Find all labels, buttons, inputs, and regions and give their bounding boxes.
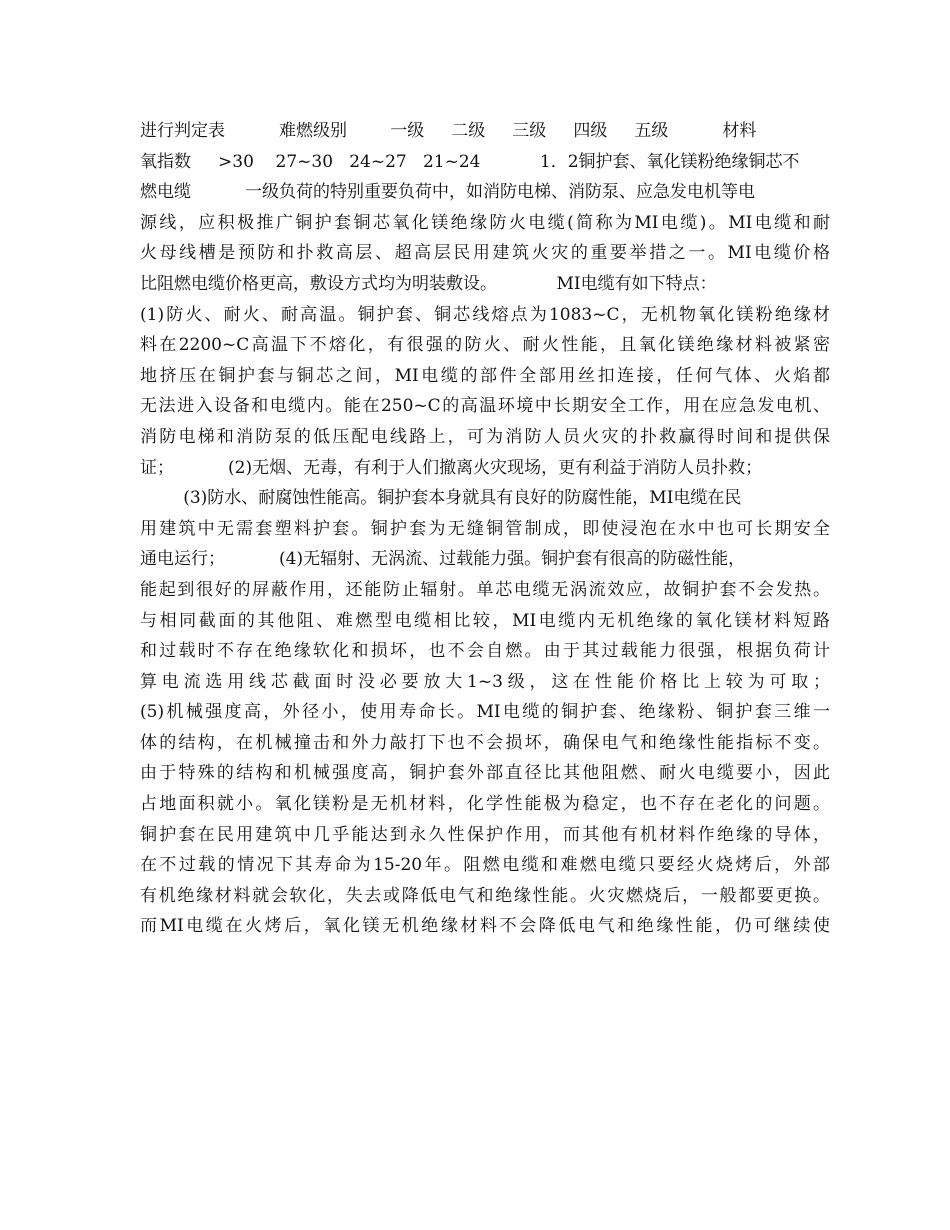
text-line: 进行判定表 难燃级别 一级 二级 三级 四级 五级 材料 [140,121,757,141]
text-line: 用建筑中无需套塑料护套。铜护套为无缝铜管制成，即使浸泡在水中也可长期安全 [140,518,830,539]
text-line: 燃电缆 一级负荷的特别重要负荷中，如消防电梯、消防泵、应急发电机等电 [140,182,756,203]
text-line: 而MI电缆在火烤后，氧化镁无机绝缘材料不会降低电气和绝缘性能，仍可继续使 [140,916,830,937]
text-line: 和过载时不存在绝缘软化和损坏，也不会自燃。由于其过载能力很强，根据负荷计 [140,641,830,662]
text-line: 有机绝缘材料就会软化，失去或降低电气和绝缘性能。火灾燃烧后，一般都要更换。 [140,885,830,906]
text-line: (5)机械强度高，外径小，使用寿命长。MI电缆的铜护套、绝缘粉、铜护套三维一 [140,702,830,723]
text-line: 氧指数 >30 27~30 24~27 21~24 1．2铜护套、氧化镁粉绝缘铜芯不 [140,151,800,172]
text-line: 与相同截面的其他阻、难燃型电缆相比较，MI电缆内无机绝缘的氧化镁材料短路 [140,610,830,631]
text-line: 体的结构，在机械撞击和外力敲打下也不会损坏，确保电气和绝缘性能指标不变。 [140,732,830,753]
text-line: 能起到很好的屏蔽作用，还能防止辐射。单芯电缆无涡流效应，故铜护套不会发热。 [140,579,830,600]
text-line: 消防电梯和消防泵的低压配电线路上，可为消防人员火灾的扑救赢得时间和提供保 [140,426,830,447]
text-line: 通电运行； (4)无辐射、无涡流、过载能力强。铜护套有很高的防磁性能， [140,549,746,570]
text-line: 铜护套在民用建筑中几乎能达到永久性保护作用，而其他有机材料作绝缘的导体， [140,824,830,845]
text-line: (1)防火、耐火、耐高温。铜护套、铜芯线熔点为1083~C，无机物氧化镁粉绝缘材 [140,304,830,325]
text-line: 由于特殊的结构和机械强度高，铜护套外部直径比其他阻燃、耐火电缆要小，因此 [140,763,830,784]
text-line: 地挤压在铜护套与铜芯之间，MI电缆的部件全部用丝扣连接，任何气体、火焰都 [140,365,830,386]
text-line: (3)防水、耐腐蚀性能高。铜护套本身就具有良好的防腐性能，MI电缆在民 [140,488,742,509]
text-line: 算电流选用线芯截面时没必要放大1~3级，这在性能价格比上较为可取； [140,671,830,692]
text-line: 火母线槽是预防和扑救高层、超高层民用建筑火灾的重要举措之一。MI电缆价格 [140,243,830,264]
body-text [140,116,830,942]
text-line: 在不过载的情况下其寿命为15-20年。阻燃电缆和难燃电缆只要经火烧烤后，外部 [140,855,830,876]
text-line: 占地面积就小。氧化镁粉是无机材料，化学性能极为稳定，也不存在老化的问题。 [140,794,830,815]
text-line: 源线，应积极推广铜护套铜芯氧化镁绝缘防火电缆(简称为MI电缆)。MI电缆和耐 [140,212,830,233]
text-line: 证； (2)无烟、无毒，有利于人们撤离火灾现场，更有利益于消防人员扑救； [140,457,763,478]
text-line: 比阻燃电缆价格更高，敷设方式均为明装敷设。 MI电缆有如下特点： [140,273,717,294]
text-line: 料在2200~C高温下不熔化，有很强的防火、耐火性能，且氧化镁绝缘材料被紧密 [140,335,830,356]
text-line: 无法进入设备和电缆内。能在250~C的高温环境中长期安全工作，用在应急发电机、 [140,396,830,417]
